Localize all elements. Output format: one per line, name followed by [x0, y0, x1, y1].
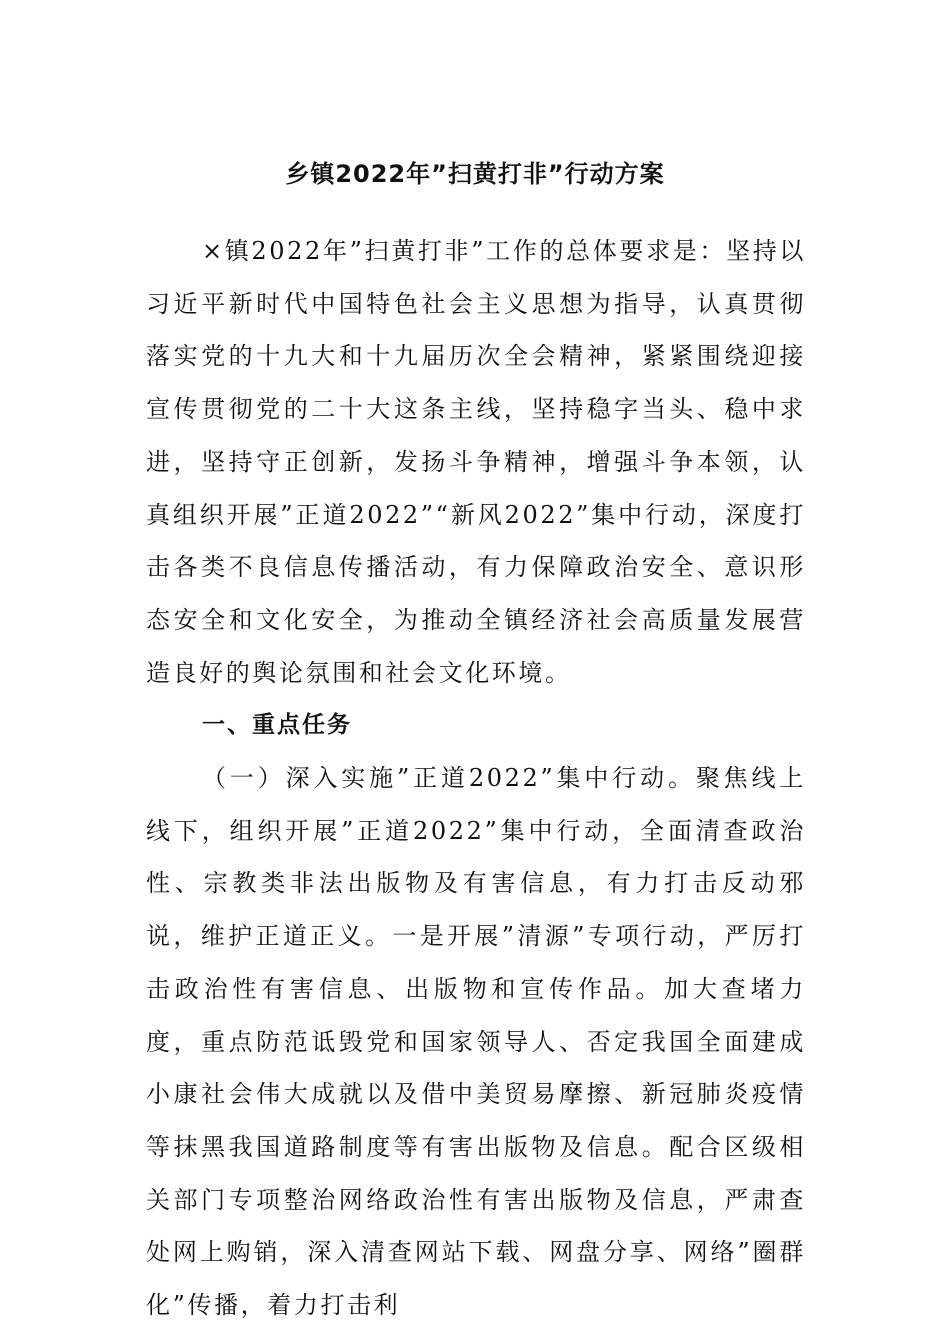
task-one-paragraph: （一）深入实施”正道2022”集中行动。聚焦线上线下，组织开展”正道2022”集中行动，全面清查政治性、宗教类非法出版物及有害信息，有力打击反动邪说，维护正道正义。一是开展”清源”专项行动，严厉打击政治性有害信息、出版物和宣传作品。加大查堵力度，重点防范诋毁党和国家领导人、否定我国全面建成小康社会伟大成就以及借中美贸易摩擦、新冠肺炎疫情等抹黑我国道路制度等有害出版物及信息。配合区级相关部门专项整治网络政治性有害出版物及信息，严肃查处网上购销，深入清查网站下载、网盘分享、网络”圈群化”传播，着力打击利 [146, 764, 806, 1320]
document-body [146, 225, 806, 1332]
section-heading-key-tasks: 一、重点任务 [202, 712, 352, 739]
intro-paragraph: ×镇2022年”扫黄打非”工作的总体要求是：坚持以习近平新时代中国特色社会主义思想为指导，认真贯彻落实党的十九大和十九届历次全会精神，紧紧围绕迎接宣传贯彻党的二十大这条主线，坚持稳字当头、稳中求进，坚持守正创新，发扬斗争精神，增强斗争本领，认真组织开展”正道2022”“新风2022”集中行动，深度打击各类不良信息传播活动，有力保障政治安全、意识形态安全和文化安全，为推动全镇经济社会高质量发展营造良好的舆论氛围和社会文化环境。 [146, 237, 806, 687]
document-title: 乡镇2022年”扫黄打非”行动方案 [285, 160, 665, 188]
